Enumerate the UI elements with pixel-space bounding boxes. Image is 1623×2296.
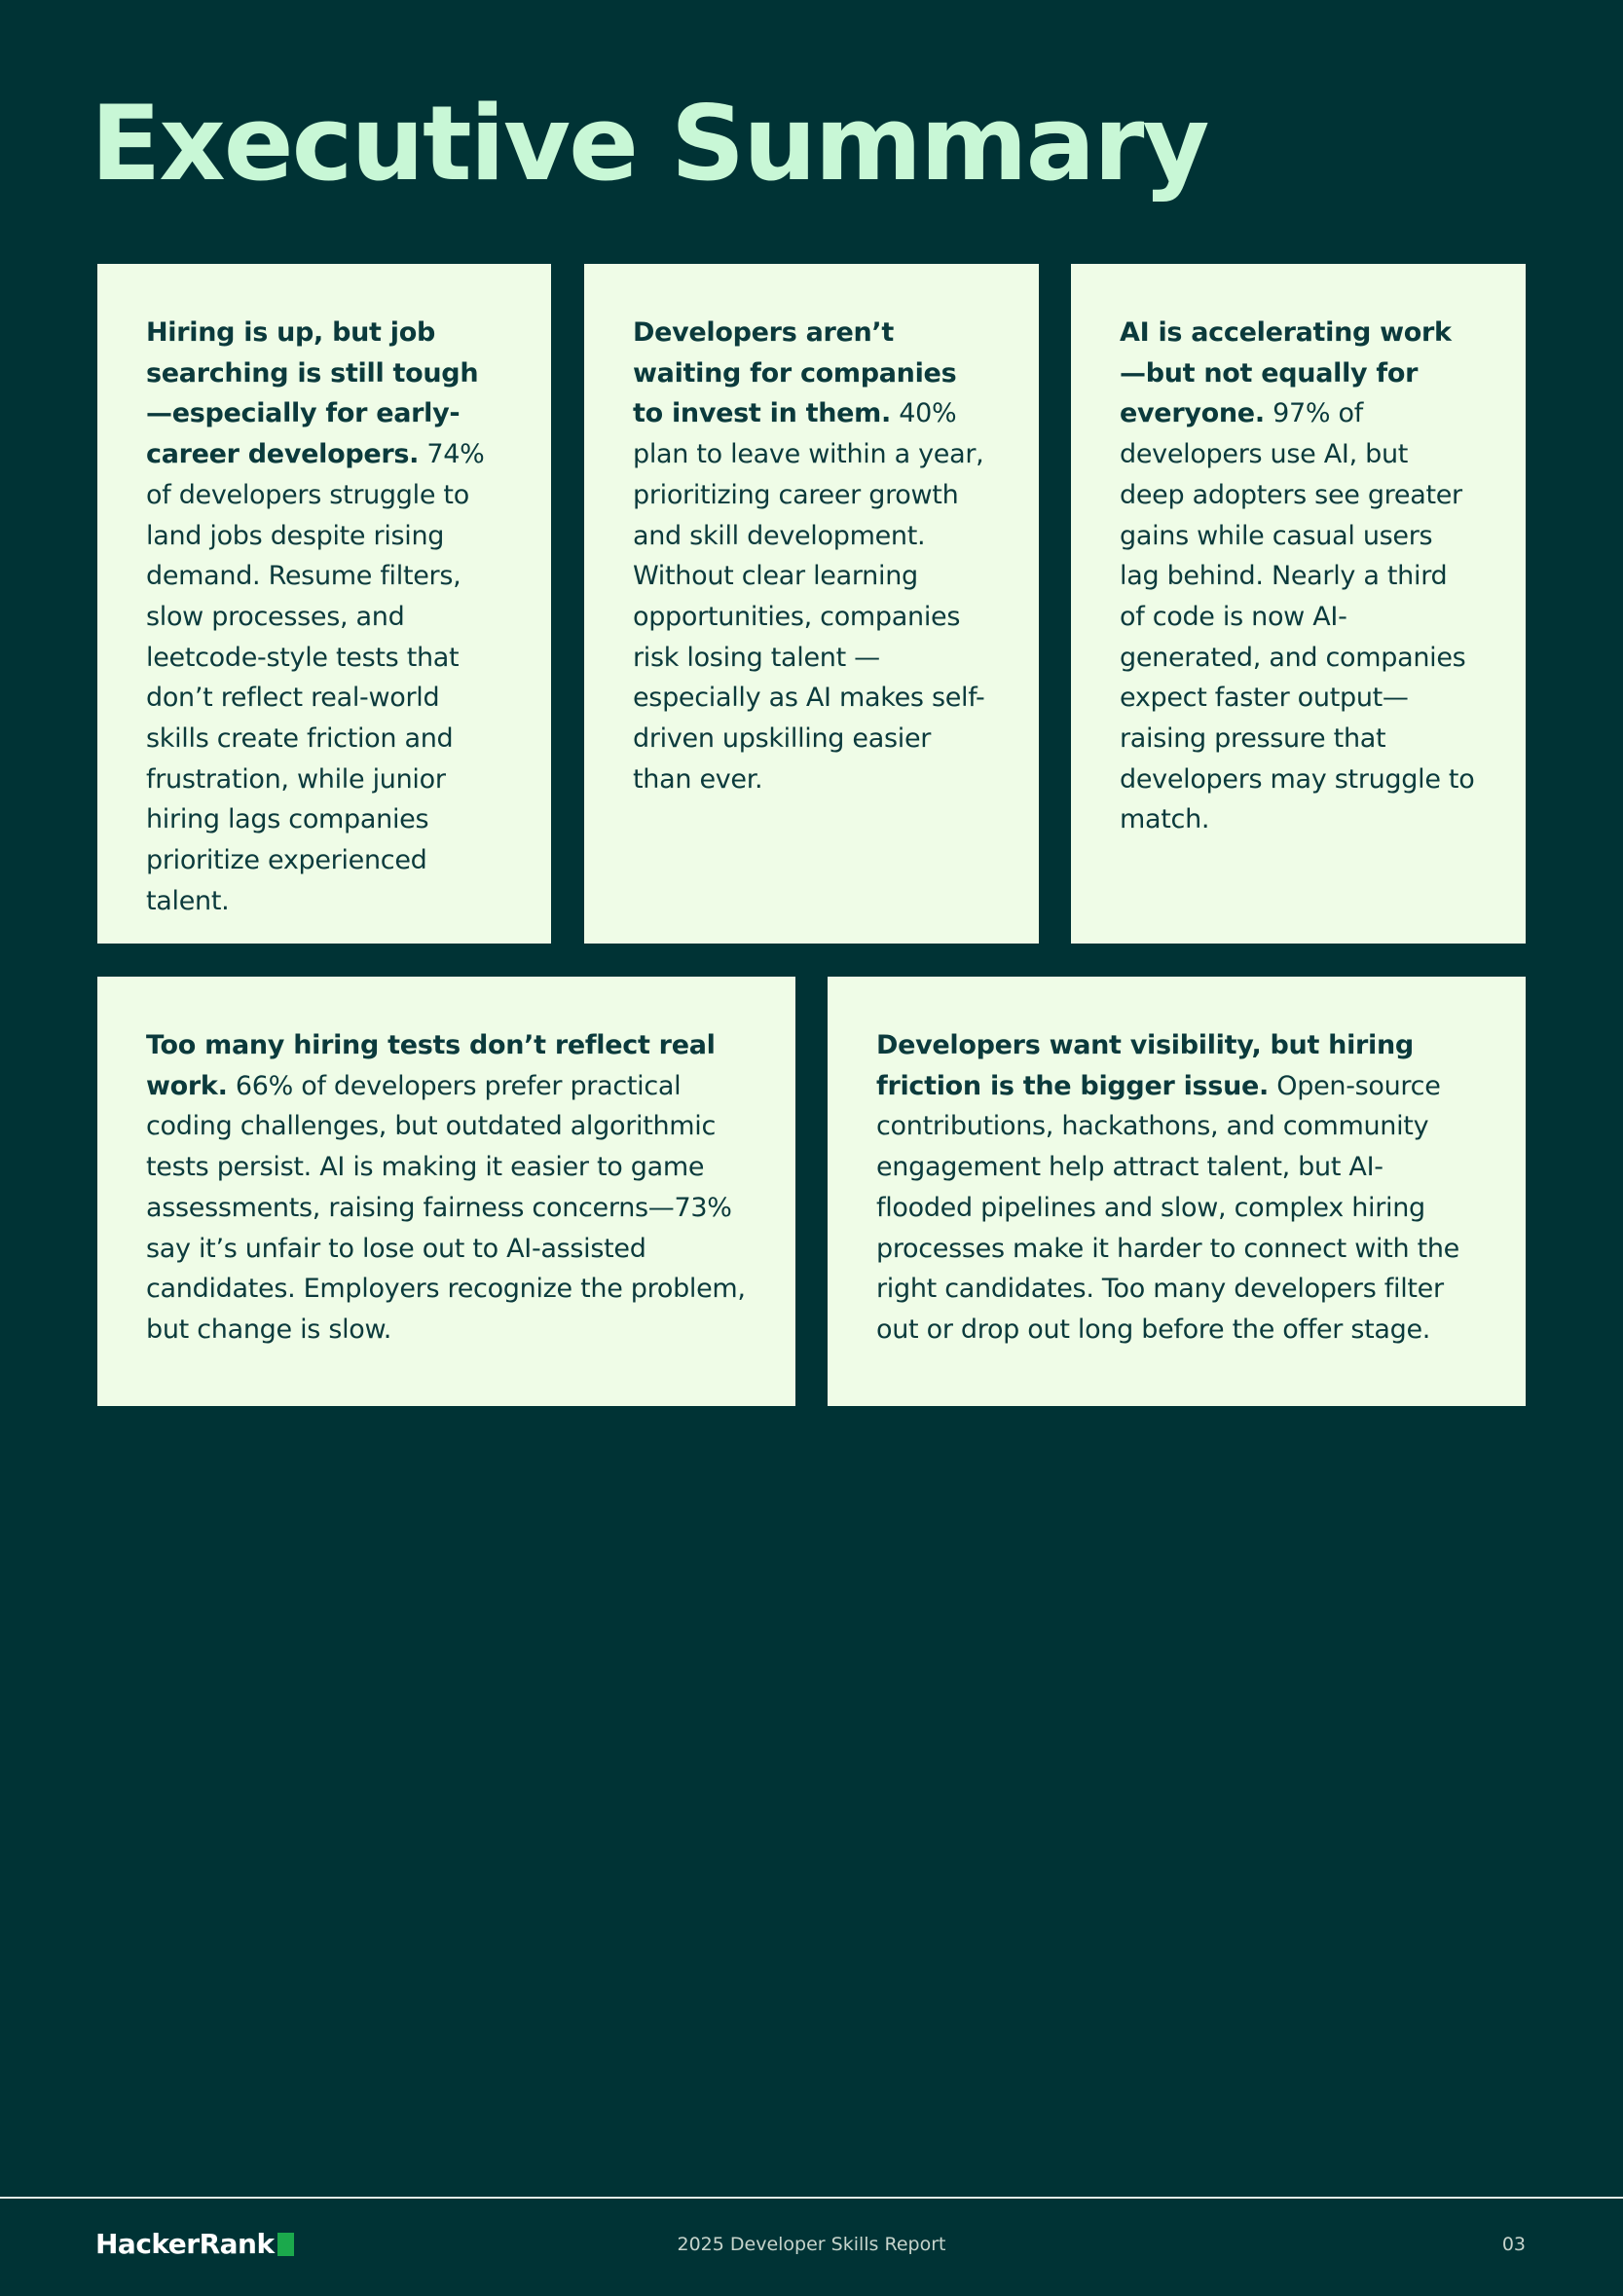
card-text (633, 313, 990, 799)
card-lead: Hiring is up, but job searching is still tough—especially for early-career developers. (146, 317, 479, 470)
page-title: Executive Summary (91, 84, 1208, 204)
logo-wordmark: HackerRank (95, 2228, 275, 2260)
card-body: 40% plan to leave within a year, prioritizing career growth and skill development. Without clear learning opportunities, companies risk losing talent —especially as AI makes self-driven upskilling easier than ever. (633, 398, 985, 795)
card-lead: Too many hiring tests don’t reflect real work. (146, 1030, 716, 1101)
summary-card-ai-acceleration (1071, 264, 1526, 944)
card-body: Open-source contributions, hackathons, and community engagement help attract talent, but AI-flooded pipelines and slow, complex hiring processes make it harder to connect with the right candidates. Too many developers filter out or drop out long before the offer stage. (876, 1070, 1459, 1345)
summary-card-hiring-friction (828, 977, 1526, 1406)
card-text (146, 313, 502, 922)
card-body: 97% of developers use AI, but deep adopters see greater gains while casual users lag behind. Nearly a third of code is now AI-generated, and companies expect faster output—raising pressure that developers may struggle to match. (1120, 398, 1475, 835)
summary-card-developer-retention (584, 264, 1039, 944)
card-body: 66% of developers prefer practical coding challenges, but outdated algorithmic tests persist. AI is making it easier to game assessments, raising fairness concerns—73% say it’s unfair to lose out to AI-assisted candidates. Employers recognize the problem, but change is slow. (146, 1070, 746, 1345)
footer-divider (0, 2197, 1623, 2199)
page-number: 03 (1501, 2234, 1526, 2255)
card-lead: Developers want visibility, but hiring friction is the bigger issue. (876, 1030, 1414, 1101)
card-text (1120, 313, 1477, 840)
card-text (146, 1025, 747, 1351)
report-title: 2025 Developer Skills Report (677, 2234, 946, 2255)
card-body: 74% of developers struggle to land jobs despite rising demand. Resume filters, slow processes, and leetcode-style tests that don’t reflect real-world skills create friction and frustration, while junior hiring lags companies prioritize experienced talent. (146, 439, 485, 916)
summary-card-job-searching (97, 264, 551, 944)
card-text (876, 1025, 1477, 1351)
card-lead: AI is accelerating work—but not equally for everyone. (1120, 317, 1452, 429)
card-lead: Developers aren’t waiting for companies to invest in them. (633, 317, 957, 429)
summary-card-hiring-tests (97, 977, 795, 1406)
